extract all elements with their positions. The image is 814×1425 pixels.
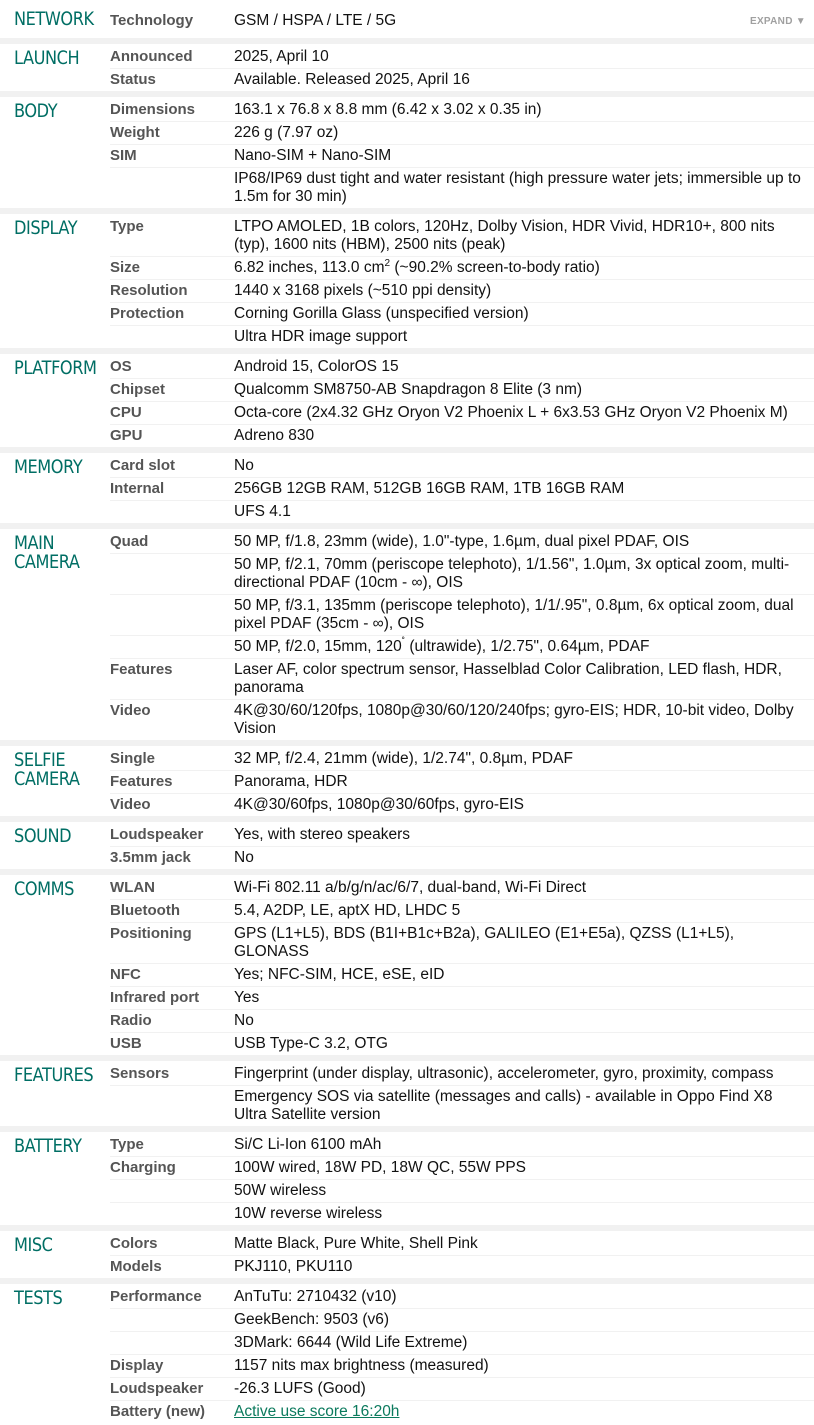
spec-label: Chipset xyxy=(110,378,230,401)
spec-row xyxy=(0,256,814,279)
spec-label: Loudspeaker xyxy=(110,826,204,843)
spec-value-text: PKJ110, PKU110 xyxy=(234,1258,353,1275)
spec-value xyxy=(230,0,814,38)
spec-label xyxy=(110,553,230,594)
spec-value-text: 50 MP, f/3.1, 135mm (periscope telephoto), 1/1/.95", 0.8µm, 6x optical zoom, dual pixel PDAF (35cm - ∞), OIS xyxy=(234,597,794,632)
section-features xyxy=(0,1055,814,1126)
superscript: ˚ xyxy=(401,636,406,648)
spec-value-text: 50 MP, f/1.8, 23mm (wide), 1.0"-type, 1.6µm, dual pixel PDAF, OIS xyxy=(234,533,690,550)
expand-button[interactable]: EXPAND ▼ xyxy=(749,16,806,27)
spec-value-text: 50 MP, f/2.1, 70mm (periscope telephoto), 1/1.56", 1.0µm, 3x optical zoom, multi-directional PDAF (10cm - ∞), OIS xyxy=(234,556,790,591)
section-sound xyxy=(0,816,814,869)
spec-label: USB xyxy=(110,1032,230,1055)
spec-row xyxy=(0,699,814,740)
spec-label: NFC xyxy=(110,963,230,986)
spec-row xyxy=(0,746,814,770)
spec-row xyxy=(0,1132,814,1156)
spec-value-text: 32 MP, f/2.4, 21mm (wide), 1/2.74", 0.8µm, PDAF xyxy=(234,750,573,767)
spec-value xyxy=(230,699,814,740)
spec-label: Sensors xyxy=(110,1065,170,1082)
spec-row xyxy=(0,325,814,348)
spec-row xyxy=(0,1354,814,1377)
spec-label: Status xyxy=(110,68,230,91)
spec-row xyxy=(0,1331,814,1354)
spec-label xyxy=(110,1085,230,1126)
spec-row xyxy=(0,594,814,635)
spec-row xyxy=(0,793,814,816)
spec-value-text: Panorama, HDR xyxy=(234,773,348,790)
spec-value xyxy=(230,453,814,477)
spec-value-text: 2025, April 10 xyxy=(234,48,329,65)
spec-value-text: No xyxy=(234,1012,254,1029)
spec-value xyxy=(230,986,814,1009)
spec-value-suffix: (ultrawide), 1/2.75", 0.64µm, PDAF xyxy=(405,638,650,655)
spec-label: Positioning xyxy=(110,922,230,963)
spec-row xyxy=(0,424,814,447)
spec-row xyxy=(0,302,814,325)
spec-value xyxy=(230,1354,814,1377)
spec-value-text: Qualcomm SM8750-AB Snapdragon 8 Elite (3 nm) xyxy=(234,381,583,398)
spec-label: Size xyxy=(110,256,230,279)
spec-value xyxy=(230,1308,814,1331)
spec-label xyxy=(110,167,230,208)
spec-label xyxy=(110,594,230,635)
spec-row xyxy=(0,279,814,302)
spec-label: Radio xyxy=(110,1009,230,1032)
spec-label: Video xyxy=(110,793,230,816)
section-display xyxy=(0,208,814,348)
spec-label: Loudspeaker xyxy=(110,1377,230,1400)
spec-value xyxy=(230,529,814,553)
spec-value xyxy=(230,1284,814,1308)
spec-label: Type xyxy=(110,218,144,235)
spec-label: Weight xyxy=(110,121,230,144)
spec-value-text: LTPO AMOLED, 1B colors, 120Hz, Dolby Vision, HDR Vivid, HDR10+, 800 nits (typ), 1600 nits (HBM), 2500 nits (peak) xyxy=(234,218,775,253)
spec-row xyxy=(0,0,814,38)
spec-value xyxy=(230,302,814,325)
spec-value xyxy=(230,401,814,424)
spec-value-text: 50 MP, f/2.0, 15mm, 120 xyxy=(234,638,402,655)
spec-value-text: Yes; NFC-SIM, HCE, eSE, eID xyxy=(234,966,445,983)
spec-value-text: No xyxy=(234,849,254,866)
spec-value xyxy=(230,256,814,279)
spec-row xyxy=(0,1231,814,1255)
spec-value-text: UFS 4.1 xyxy=(234,503,291,520)
spec-row xyxy=(0,453,814,477)
section-title: MISC xyxy=(14,1234,53,1256)
spec-label: Models xyxy=(110,1255,230,1278)
spec-row xyxy=(0,401,814,424)
spec-row xyxy=(0,635,814,658)
spec-row xyxy=(0,1284,814,1308)
spec-label: Features xyxy=(110,770,230,793)
spec-value xyxy=(230,167,814,208)
spec-row xyxy=(0,44,814,68)
spec-value xyxy=(230,553,814,594)
spec-value xyxy=(230,378,814,401)
spec-value-text: 256GB 12GB RAM, 512GB 16GB RAM, 1TB 16GB RAM xyxy=(234,480,625,497)
spec-label: Technology xyxy=(110,12,194,29)
spec-value xyxy=(230,424,814,447)
spec-value xyxy=(230,1400,814,1423)
spec-label xyxy=(110,500,230,523)
spec-value-text: 3DMark: 6644 (Wild Life Extreme) xyxy=(234,1334,468,1351)
spec-value-text: AnTuTu: 2710432 (v10) xyxy=(234,1288,397,1305)
spec-row xyxy=(0,1032,814,1055)
spec-label: Bluetooth xyxy=(110,899,230,922)
spec-label: Features xyxy=(110,658,230,699)
section-battery xyxy=(0,1126,814,1225)
section-network xyxy=(0,0,814,38)
spec-value-text: Yes xyxy=(234,989,260,1006)
spec-value-text: Android 15, ColorOS 15 xyxy=(234,358,399,375)
spec-value xyxy=(230,635,814,658)
spec-row xyxy=(0,354,814,378)
spec-label: Card slot xyxy=(110,457,176,474)
spec-row xyxy=(0,1061,814,1085)
spec-row xyxy=(0,214,814,256)
spec-value-text: Si/C Li-Ion 6100 mAh xyxy=(234,1136,382,1153)
spec-label: OS xyxy=(110,358,132,375)
spec-label: CPU xyxy=(110,401,230,424)
spec-value-text: 1157 nits max brightness (measured) xyxy=(234,1357,489,1374)
section-title: MEMORY xyxy=(14,456,83,478)
section-title: BODY xyxy=(14,100,58,122)
section-title: MAIN CAMERA xyxy=(14,532,80,573)
section-comms xyxy=(0,869,814,1055)
spec-value xyxy=(230,354,814,378)
spec-value-text: 10W reverse wireless xyxy=(234,1205,383,1222)
spec-row xyxy=(0,770,814,793)
spec-value xyxy=(230,325,814,348)
spec-label xyxy=(110,325,230,348)
spec-row xyxy=(0,1085,814,1126)
spec-label: SIM xyxy=(110,144,230,167)
spec-row xyxy=(0,1179,814,1202)
spec-value-text: -26.3 LUFS (Good) xyxy=(234,1380,366,1397)
spec-label: Dimensions xyxy=(110,101,196,118)
spec-value xyxy=(230,500,814,523)
spec-value xyxy=(230,97,814,121)
spec-value xyxy=(230,658,814,699)
spec-label: Battery (new) xyxy=(110,1400,230,1423)
spec-label: GPU xyxy=(110,424,230,447)
spec-row xyxy=(0,121,814,144)
spec-label xyxy=(110,1331,230,1354)
spec-value xyxy=(230,477,814,500)
spec-value-text: Wi-Fi 802.11 a/b/g/n/ac/6/7, dual-band, Wi-Fi Direct xyxy=(234,879,587,896)
spec-value xyxy=(230,1255,814,1278)
spec-value-text: GPS (L1+L5), BDS (B1I+B1c+B2a), GALILEO (E1+E5a), QZSS (L1+L5), GLONASS xyxy=(234,925,735,960)
spec-value xyxy=(230,875,814,899)
spec-value-text: 163.1 x 76.8 x 8.8 mm (6.42 x 3.02 x 0.35 in) xyxy=(234,101,542,118)
section-title: SELFIE CAMERA xyxy=(14,749,80,790)
spec-row xyxy=(0,846,814,869)
spec-row xyxy=(0,1009,814,1032)
spec-label: Resolution xyxy=(110,279,230,302)
spec-row xyxy=(0,500,814,523)
spec-value xyxy=(230,770,814,793)
section-selfie-camera xyxy=(0,740,814,816)
spec-value-text: Available. Released 2025, April 16 xyxy=(234,71,470,88)
spec-value xyxy=(230,963,814,986)
spec-value xyxy=(230,846,814,869)
spec-value-text: Yes, with stereo speakers xyxy=(234,826,411,843)
section-title: PLATFORM xyxy=(14,357,97,379)
spec-value-text: GSM / HSPA / LTE / 5G xyxy=(234,12,397,29)
spec-label xyxy=(110,1202,230,1225)
spec-value-text: Emergency SOS via satellite (messages and calls) - available in Oppo Find X8 Ultra Satellite version xyxy=(234,1088,773,1123)
spec-value-text: GeekBench: 9503 (v6) xyxy=(234,1311,390,1328)
spec-row xyxy=(0,553,814,594)
spec-label: Announced xyxy=(110,48,193,65)
spec-row xyxy=(0,1156,814,1179)
spec-value-text: 1440 x 3168 pixels (~510 ppi density) xyxy=(234,282,492,299)
spec-value xyxy=(230,1032,814,1055)
spec-value-text: Laser AF, color spectrum sensor, Hasselblad Color Calibration, LED flash, HDR, panorama xyxy=(234,661,782,696)
spec-value xyxy=(230,922,814,963)
spec-label: Display xyxy=(110,1354,230,1377)
spec-label: Charging xyxy=(110,1156,230,1179)
section-title: BATTERY xyxy=(14,1135,82,1157)
spec-value-text: Corning Gorilla Glass (unspecified version) xyxy=(234,305,529,322)
section-memory xyxy=(0,447,814,523)
spec-value xyxy=(230,1179,814,1202)
spec-value-text: Adreno 830 xyxy=(234,427,315,444)
spec-label: Internal xyxy=(110,477,230,500)
spec-value xyxy=(230,594,814,635)
spec-value-text: Ultra HDR image support xyxy=(234,328,408,345)
section-title: NETWORK xyxy=(14,8,94,30)
spec-value xyxy=(230,1132,814,1156)
spec-row xyxy=(0,167,814,208)
spec-label: Quad xyxy=(110,533,149,550)
spec-value-text: 226 g (7.97 oz) xyxy=(234,124,339,141)
section-title: COMMS xyxy=(14,878,74,900)
spec-value-text: 4K@30/60fps, 1080p@30/60fps, gyro-EIS xyxy=(234,796,524,813)
spec-value xyxy=(230,746,814,770)
spec-label: Performance xyxy=(110,1288,202,1305)
spec-label: Protection xyxy=(110,302,230,325)
section-title: FEATURES xyxy=(14,1064,94,1086)
spec-label: Single xyxy=(110,750,156,767)
spec-row xyxy=(0,1400,814,1423)
spec-value xyxy=(230,899,814,922)
superscript: 2 xyxy=(384,257,391,269)
spec-value-text: 50W wireless xyxy=(234,1182,327,1199)
spec-value xyxy=(230,1202,814,1225)
spec-value-text: 6.82 inches, 113.0 cm xyxy=(234,259,385,276)
spec-row xyxy=(0,922,814,963)
spec-value xyxy=(230,1009,814,1032)
spec-label: Infrared port xyxy=(110,986,230,1009)
spec-row xyxy=(0,899,814,922)
spec-label xyxy=(110,635,230,658)
spec-row xyxy=(0,378,814,401)
section-misc xyxy=(0,1225,814,1278)
section-body xyxy=(0,91,814,208)
spec-value xyxy=(230,1377,814,1400)
spec-value-text: USB Type-C 3.2, OTG xyxy=(234,1035,388,1052)
spec-value xyxy=(230,144,814,167)
spec-label: WLAN xyxy=(110,879,155,896)
spec-value-text: 4K@30/60/120fps, 1080p@30/60/120/240fps; gyro-EIS; HDR, 10-bit video, Dolby Vision xyxy=(234,702,794,737)
spec-value xyxy=(230,1061,814,1085)
spec-value-text: Nano-SIM + Nano-SIM xyxy=(234,147,392,164)
spec-row xyxy=(0,658,814,699)
spec-value-text: 100W wired, 18W PD, 18W QC, 55W PPS xyxy=(234,1159,527,1176)
section-tests xyxy=(0,1278,814,1423)
spec-row xyxy=(0,529,814,553)
section-launch xyxy=(0,38,814,91)
section-title: DISPLAY xyxy=(14,217,78,239)
spec-value-text: Matte Black, Pure White, Shell Pink xyxy=(234,1235,478,1252)
spec-value xyxy=(230,1085,814,1126)
spec-row xyxy=(0,97,814,121)
spec-row xyxy=(0,1202,814,1225)
spec-value xyxy=(230,1331,814,1354)
spec-row xyxy=(0,875,814,899)
spec-value-text: Octa-core (2x4.32 GHz Oryon V2 Phoenix L + 6x3.53 GHz Oryon V2 Phoenix M) xyxy=(234,404,788,421)
battery-test-link[interactable]: Active use score 16:20h xyxy=(234,1403,400,1420)
spec-label: Type xyxy=(110,1136,144,1153)
section-title: LAUNCH xyxy=(14,47,80,69)
spec-value xyxy=(230,822,814,846)
spec-value xyxy=(230,1156,814,1179)
spec-value-suffix: (~90.2% screen-to-body ratio) xyxy=(390,259,600,276)
section-main-camera xyxy=(0,523,814,740)
spec-value xyxy=(230,68,814,91)
spec-row xyxy=(0,963,814,986)
spec-row xyxy=(0,822,814,846)
spec-row xyxy=(0,477,814,500)
spec-row xyxy=(0,1255,814,1278)
spec-value xyxy=(230,44,814,68)
spec-value-text: IP68/IP69 dust tight and water resistant (high pressure water jets; immersible up to 1.5m for 30 min) xyxy=(234,170,801,205)
spec-row xyxy=(0,986,814,1009)
section-title: TESTS xyxy=(14,1287,63,1309)
section-title: SOUND xyxy=(14,825,72,847)
spec-label: 3.5mm jack xyxy=(110,846,230,869)
spec-value xyxy=(230,214,814,256)
spec-row xyxy=(0,68,814,91)
spec-value-text: 5.4, A2DP, LE, aptX HD, LHDC 5 xyxy=(234,902,461,919)
spec-label: Colors xyxy=(110,1235,158,1252)
spec-value-text: No xyxy=(234,457,254,474)
section-platform xyxy=(0,348,814,447)
spec-value-text: Fingerprint (under display, ultrasonic), accelerometer, gyro, proximity, compass xyxy=(234,1065,774,1082)
spec-value xyxy=(230,279,814,302)
spec-value xyxy=(230,1231,814,1255)
spec-label: Video xyxy=(110,699,230,740)
spec-label xyxy=(110,1179,230,1202)
spec-value xyxy=(230,121,814,144)
spec-row xyxy=(0,144,814,167)
spec-row xyxy=(0,1308,814,1331)
spec-label xyxy=(110,1308,230,1331)
spec-value xyxy=(230,793,814,816)
spec-row xyxy=(0,1377,814,1400)
